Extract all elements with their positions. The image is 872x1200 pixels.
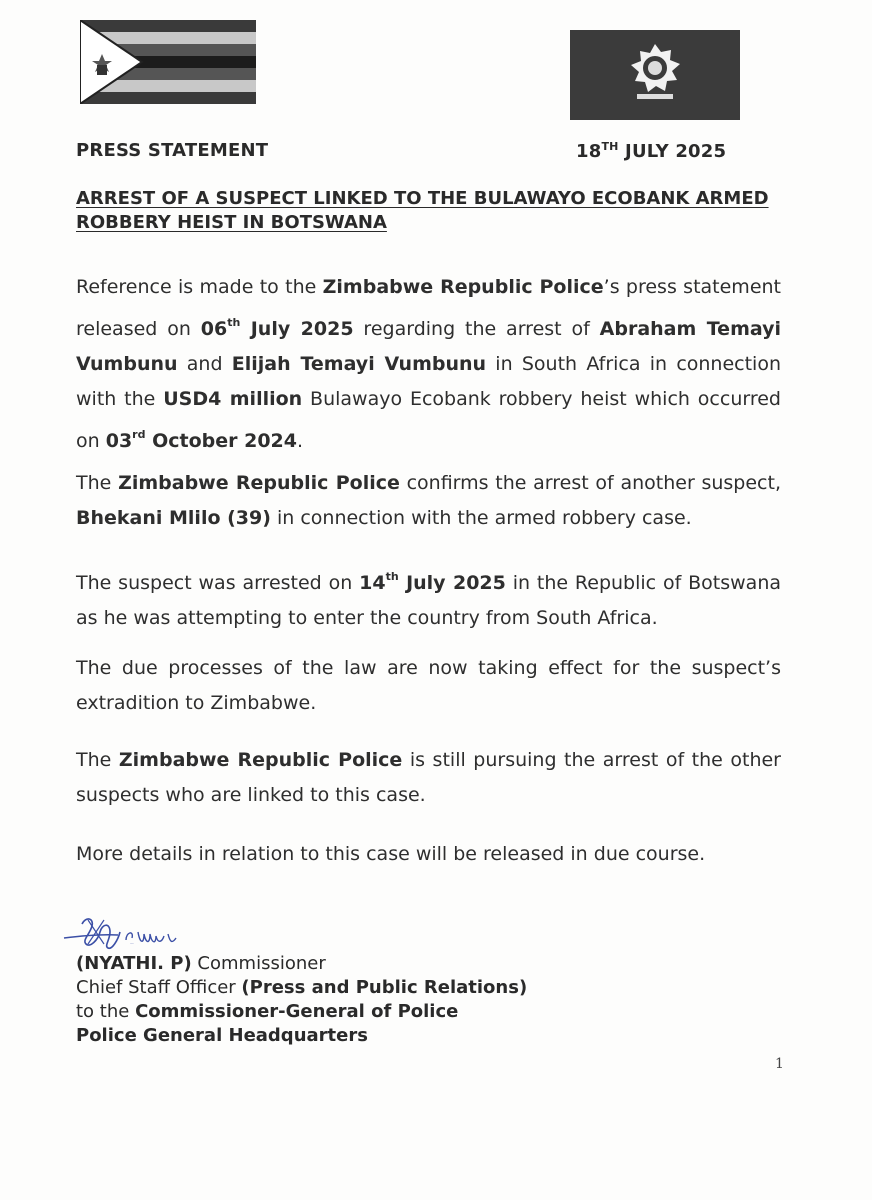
signatory-hq-line: Police General Headquarters xyxy=(76,1025,368,1046)
svg-text:Commr: Commr xyxy=(130,944,134,945)
signatory-title-line: Chief Staff Officer (Press and Public Relations) xyxy=(76,977,528,998)
press-statement-label: PRESS STATEMENT xyxy=(76,140,269,161)
statement-headline xyxy=(76,187,796,235)
zimbabwe-flag-icon xyxy=(80,20,256,104)
headline-line-1: ARREST OF A SUSPECT LINKED TO THE BULAWAYO ECOBANK ARMED xyxy=(76,188,769,209)
paragraph-reference: Reference is made to the Zimbabwe Republic Police’s press statement released on 06th July 2025 regarding the arrest of Abraham Temayi Vumbunu and Elijah Temayi Vumbunu in South Africa in connection with the USD4 million Bulawayo Ecobank robbery heist which occurred on 03rd October 2024. xyxy=(76,276,782,452)
signatory-name-line: (NYATHI. P) Commissioner xyxy=(76,953,326,974)
page-number: 1 xyxy=(775,1056,784,1072)
paragraph-arrest-details: The suspect was arrested on 14th July 2025 in the Republic of Botswana as he was attempting to enter the country from South Africa. xyxy=(76,570,781,629)
paragraph-pursuit: The Zimbabwe Republic Police is still pursuing the arrest of the other suspects who are linked to this case. xyxy=(76,749,781,806)
signatory-block xyxy=(76,952,527,1048)
handwritten-signature xyxy=(60,910,200,956)
headline-line-2: ROBBERY HEIST IN BOTSWANA xyxy=(76,212,387,233)
signatory-office-line: to the Commissioner-General of Police xyxy=(76,1001,459,1022)
statement-date: 18TH JULY 2025 xyxy=(576,140,727,162)
paragraph-arrest-confirmation: The Zimbabwe Republic Police confirms the arrest of another suspect, Bhekani Mlilo (39) in connection with the armed robbery case. xyxy=(76,472,781,529)
zrp-flag-icon xyxy=(570,30,740,120)
paragraph-extradition: The due processes of the law are now taking effect for the suspect’s extradition to Zimbabwe. xyxy=(76,657,781,714)
paragraph-more-details: More details in relation to this case will be released in due course. xyxy=(76,843,706,865)
